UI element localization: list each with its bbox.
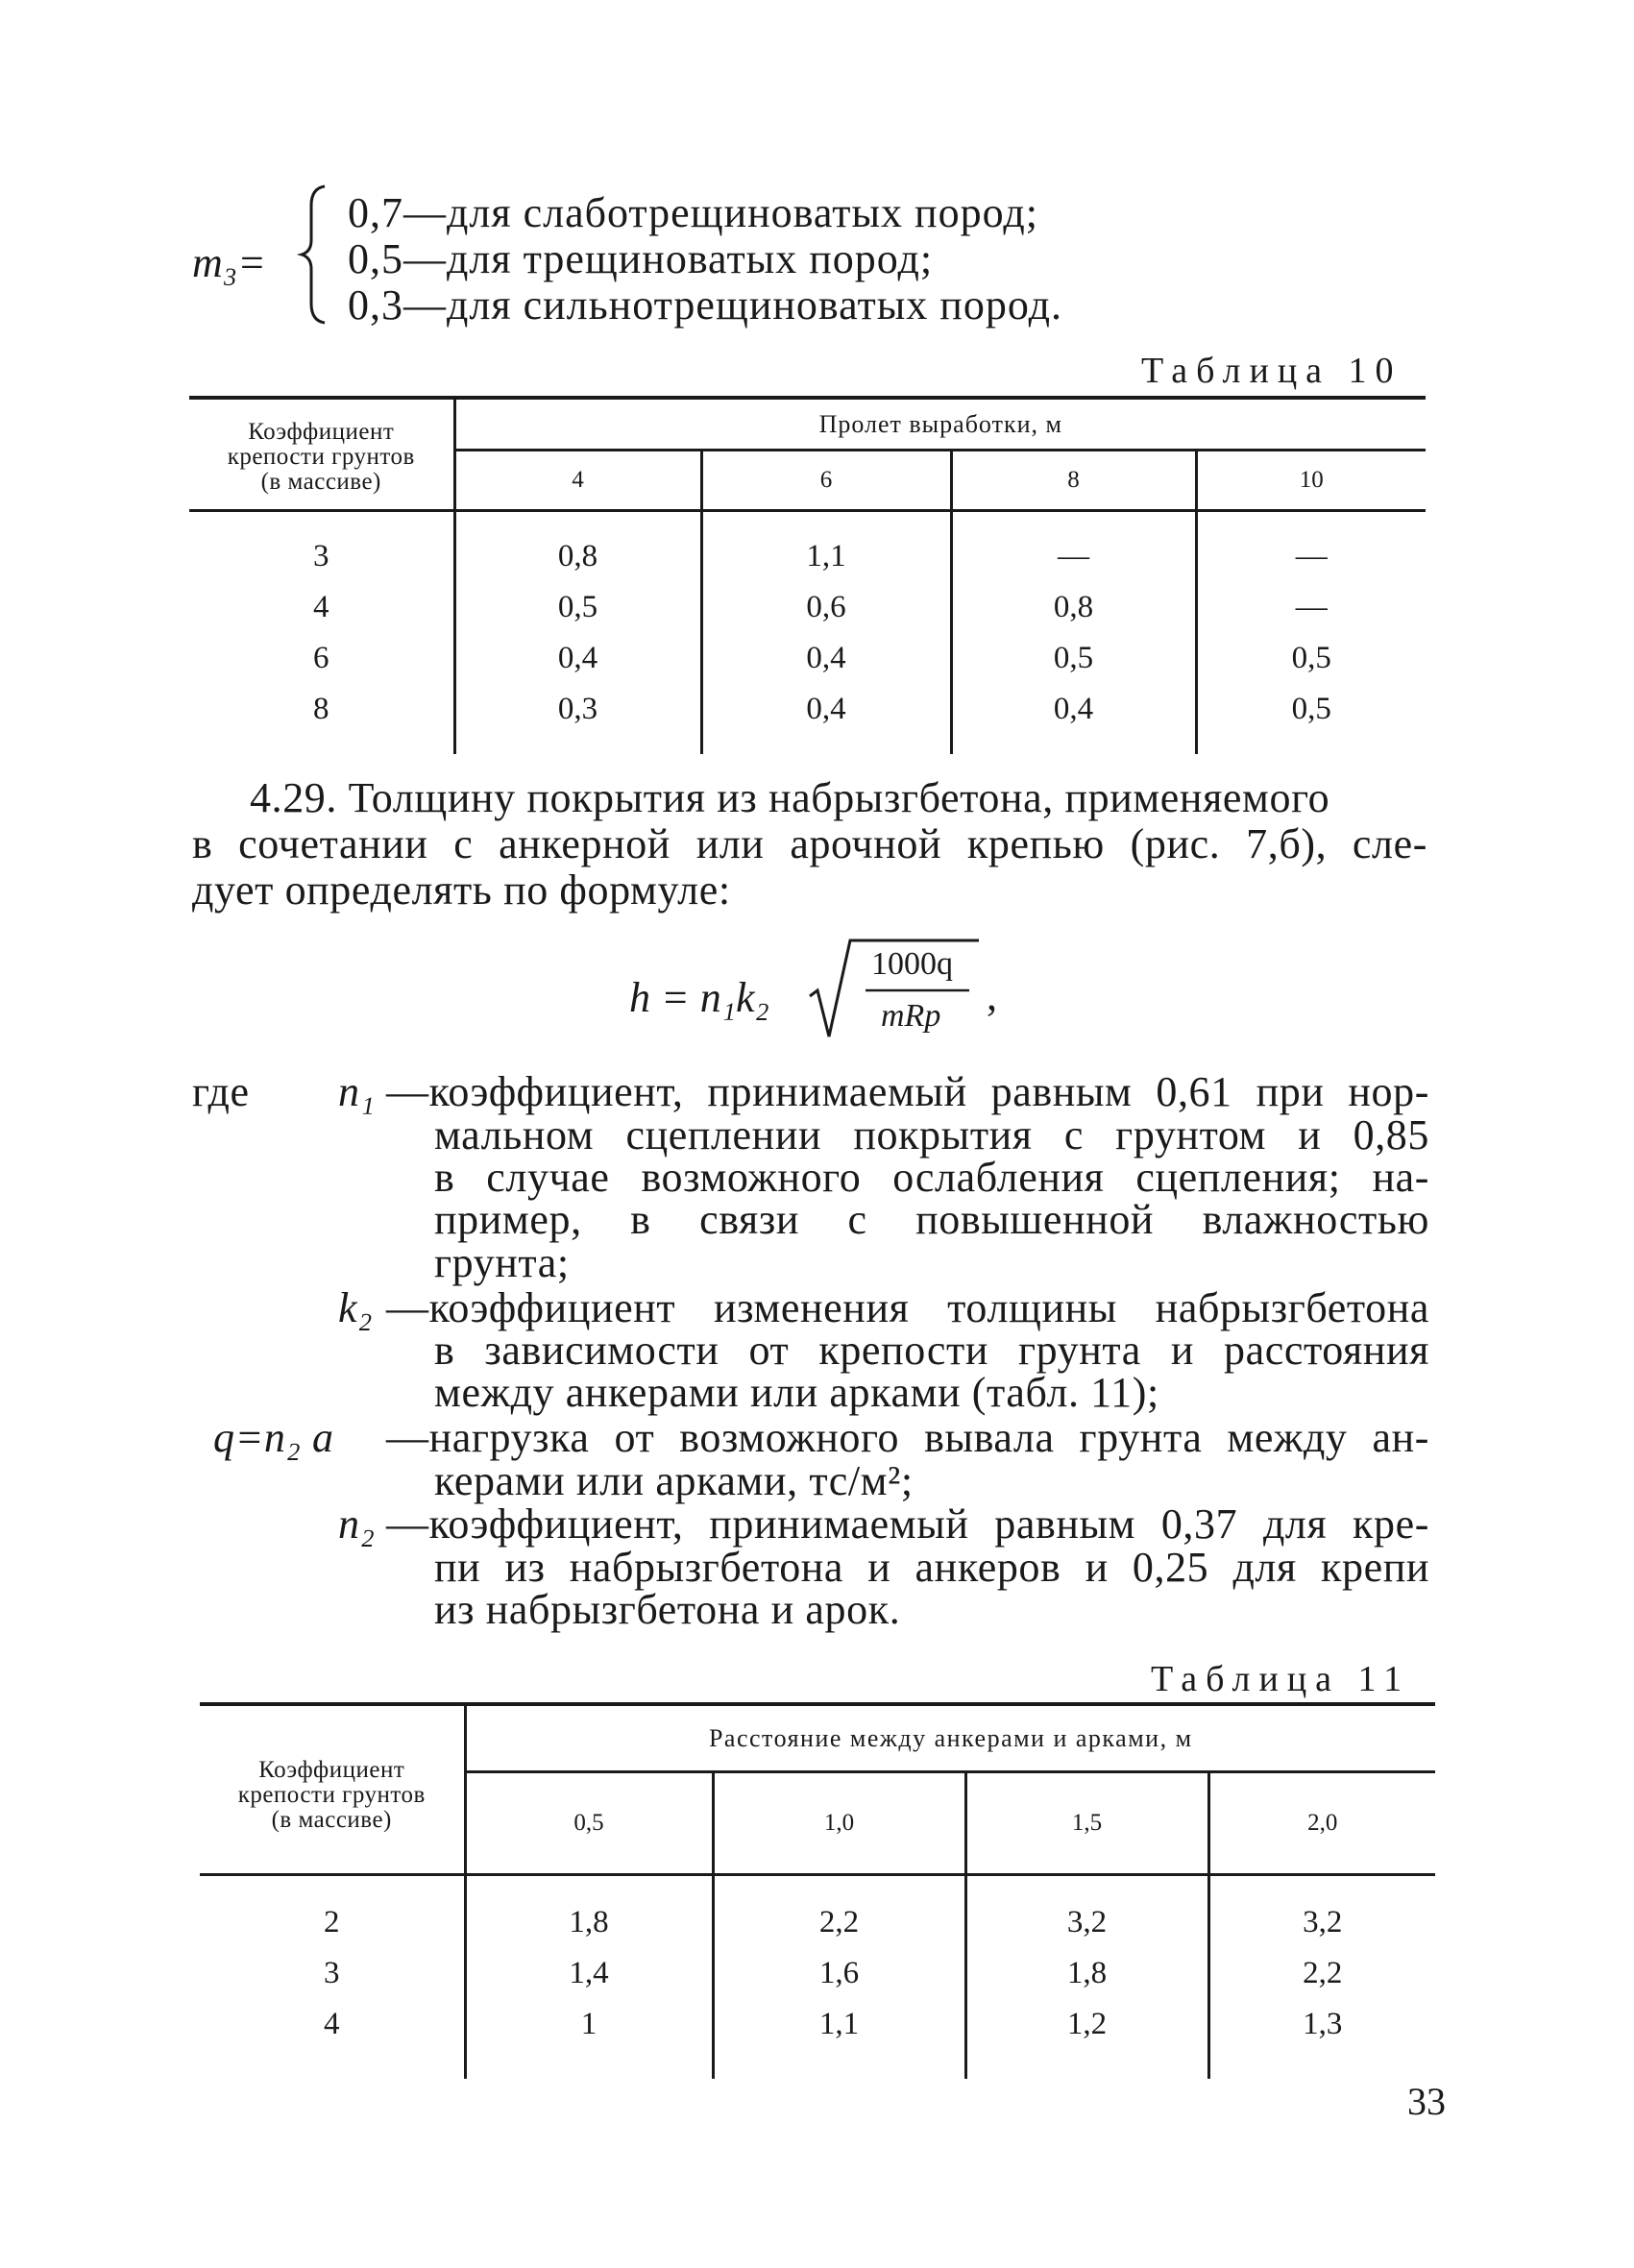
table-cell: 0,5: [1196, 684, 1426, 735]
definition-line: между анкерами или арками (табл. 11);: [434, 1369, 1159, 1416]
definition-line: в случае возможного ослабления сцепления; на-: [434, 1154, 1429, 1201]
table-cell: 6: [313, 641, 329, 675]
definition-line: пи из набрызгбетона и анкеров и 0,25 для крепи: [434, 1544, 1429, 1591]
k2-symbol: k₂: [338, 1284, 374, 1331]
table-cell: —: [1196, 531, 1426, 582]
definition-line: из набрызгбетона и арок.: [434, 1586, 901, 1633]
table-cell: 0,5: [951, 633, 1196, 684]
table-cell: 2,2: [1208, 1948, 1435, 1999]
paragraph-line: в сочетании с анкерной или арочной крепью (рис. 7,б), сле-: [192, 820, 1427, 867]
table-row: [189, 684, 1426, 735]
definition-line: мальном сцеплении покрытия с грунтом и 0,85: [434, 1111, 1429, 1158]
m3-symbol: m₃=: [192, 239, 266, 286]
table-11-group-header: Расстояние между анкерами и арками, м: [465, 1704, 1435, 1772]
table-10-col-header: 6: [701, 451, 951, 511]
table-10-group-header: Пролет выработки, м: [454, 398, 1426, 451]
table-11-col-header: 1,0: [713, 1772, 965, 1875]
table-cell: 0,8: [454, 531, 701, 582]
definition-line: —коэффициент изменения толщины набрызгбетона: [386, 1284, 1429, 1331]
table-cell: 0,4: [951, 684, 1196, 735]
table-row: [189, 633, 1426, 684]
table-cell: 3: [324, 1956, 340, 1990]
table-cell: 4: [313, 590, 329, 624]
table-cell: 1,8: [465, 1897, 713, 1948]
table-cell: —: [951, 531, 1196, 582]
table-10-col-header: 4: [454, 451, 701, 511]
paragraph-line: 4.29. Толщину покрытия из набрызгбетона, применяемого: [250, 774, 1330, 821]
formula: [629, 937, 1033, 1042]
formula-denominator: mRp: [881, 998, 941, 1034]
table-cell: 3: [313, 539, 329, 573]
table-cell: 0,5: [454, 582, 701, 633]
table-row: [189, 582, 1426, 633]
table-11-caption: Таблица 11: [1151, 1659, 1411, 1699]
curly-brace-icon: [296, 183, 329, 327]
table-11-col-header: 1,5: [965, 1772, 1208, 1875]
paragraph-line: дует определять по формуле:: [192, 866, 731, 914]
table-cell: —: [1196, 582, 1426, 633]
n1-symbol: n₁: [338, 1068, 376, 1115]
page-number: 33: [1407, 2080, 1446, 2123]
table-10-row-header: Коэффициент крепости грунтов (в массиве): [189, 398, 454, 511]
m3-line-3: 0,3—для сильнотрещиноватых пород.: [348, 281, 1062, 329]
table-cell: 1,3: [1208, 1999, 1435, 2050]
table-cell: 4: [324, 2007, 340, 2041]
table-cell: 1,6: [713, 1948, 965, 1999]
table-cell: 1,1: [701, 531, 951, 582]
table-row: [200, 1999, 1435, 2050]
q-symbol: q=n₂ a: [213, 1414, 334, 1461]
table-10-caption: Таблица 10: [1141, 351, 1402, 391]
formula-numerator: 1000q: [871, 946, 953, 982]
table-11-col-header: 0,5: [465, 1772, 713, 1875]
table-row: [189, 531, 1426, 582]
table-cell: 1,4: [465, 1948, 713, 1999]
table-cell: 0,8: [951, 582, 1196, 633]
table-11-row-header: Коэффициент крепости грунтов (в массиве): [200, 1704, 465, 1875]
table-cell: 0,5: [1196, 633, 1426, 684]
definition-line: —коэффициент, принимаемый равным 0,61 при нор-: [386, 1068, 1429, 1115]
m3-line-1: 0,7—для слаботрещиноватых пород;: [348, 189, 1038, 236]
table-10-col-header: 8: [951, 451, 1196, 511]
table-10-col-header: 10: [1196, 451, 1426, 511]
table-cell: 0,3: [454, 684, 701, 735]
formula-comma: ,: [987, 972, 997, 1019]
table-11: [200, 1702, 1435, 2079]
m3-line-2: 0,5—для трещиноватых пород;: [348, 235, 934, 282]
table-cell: 1,1: [713, 1999, 965, 2050]
definition-line: пример, в связи с повышенной влажностью: [434, 1196, 1429, 1243]
table-cell: 1,2: [965, 1999, 1208, 2050]
table-10: [189, 396, 1426, 754]
definition-line: —коэффициент, принимаемый равным 0,37 для кре-: [386, 1500, 1429, 1548]
definition-line: —нагрузка от возможного вывала грунта между ан-: [386, 1414, 1429, 1461]
table-cell: 1: [465, 1999, 713, 2050]
table-row: [200, 1897, 1435, 1948]
table-cell: 3,2: [1208, 1897, 1435, 1948]
table-cell: 0,4: [454, 633, 701, 684]
table-cell: 3,2: [965, 1897, 1208, 1948]
n2-symbol: n₂: [338, 1500, 376, 1548]
table-cell: 2,2: [713, 1897, 965, 1948]
table-cell: 2: [324, 1905, 340, 1939]
definition-line: в зависимости от крепости грунта и расстояния: [434, 1327, 1429, 1374]
table-cell: 0,6: [701, 582, 951, 633]
table-cell: 8: [313, 692, 329, 726]
table-cell: 1,8: [965, 1948, 1208, 1999]
table-cell: 0,4: [701, 684, 951, 735]
table-11-col-header: 2,0: [1208, 1772, 1435, 1875]
where-label: где: [192, 1068, 250, 1115]
formula-lhs: h = n₁k₂: [629, 974, 769, 1021]
table-cell: 0,4: [701, 633, 951, 684]
definition-line: керами или арками, тс/м²;: [434, 1457, 914, 1504]
definition-line: грунта;: [434, 1239, 570, 1286]
table-row: [200, 1948, 1435, 1999]
